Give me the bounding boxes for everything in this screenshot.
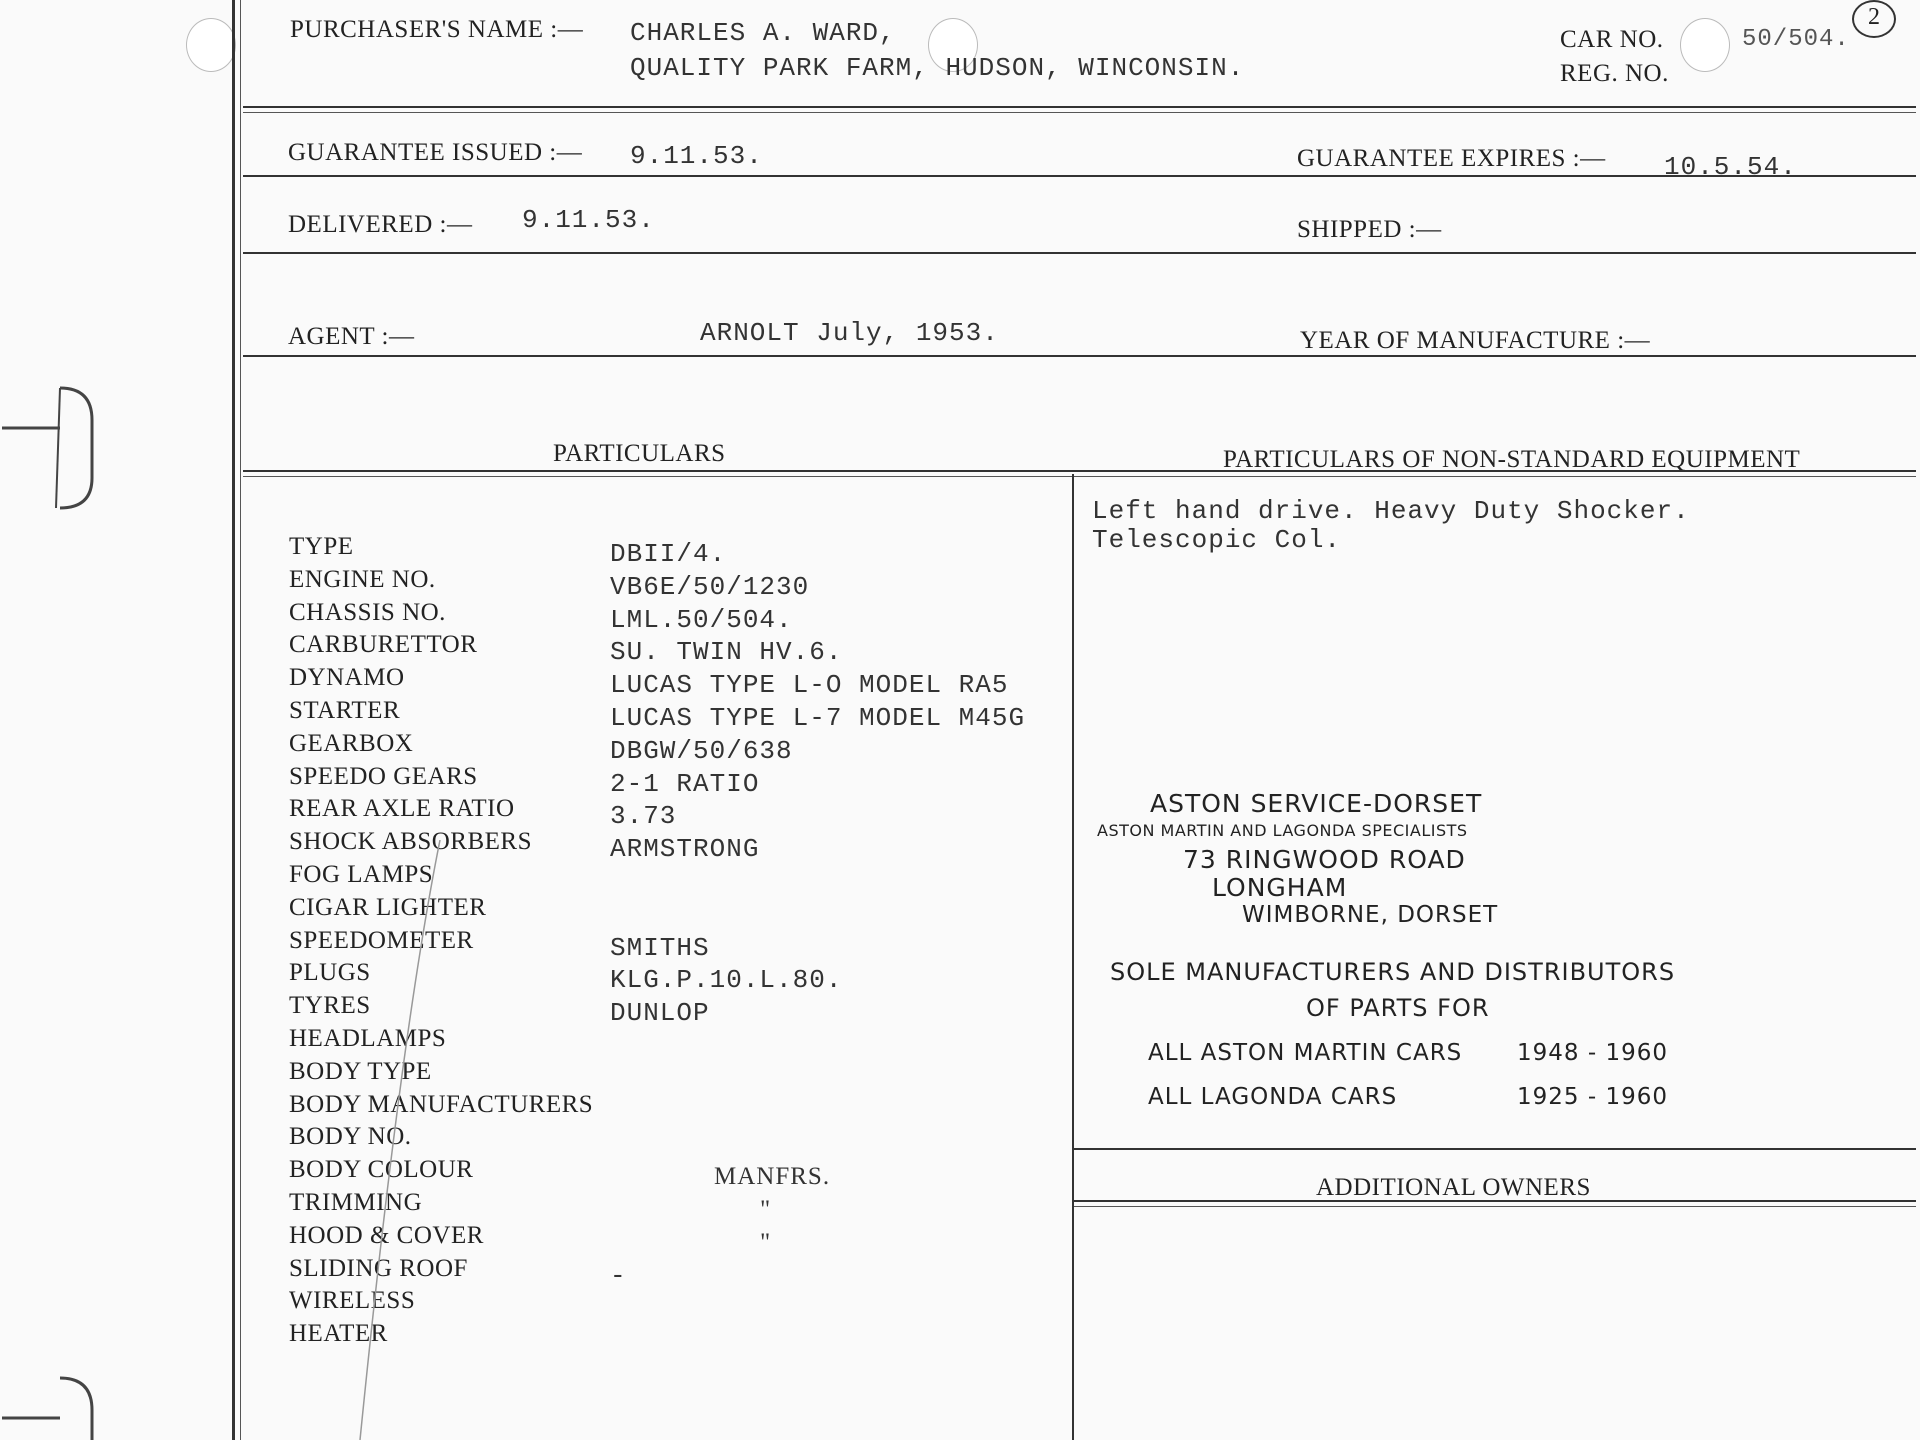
particular-label: SPEEDO GEARS [289, 762, 478, 790]
particular-label: STARTER [289, 696, 401, 724]
particular-value: DBII/4. [610, 539, 727, 569]
particular-label: CHASSIS NO. [289, 598, 446, 626]
binder-clip-icon [0, 1370, 100, 1440]
reg-no-label: REG. NO. [1560, 60, 1669, 87]
page-number: 2 [1852, 0, 1896, 38]
particular-value [610, 1325, 1025, 1358]
particular-label: BODY TYPE [289, 1057, 432, 1085]
particular-value: 3.73 [610, 801, 677, 832]
stamp-street: 73 RINGWOOD ROAD [1183, 845, 1466, 874]
stamp-tagline: ASTON MARTIN AND LAGONDA SPECIALISTS [1097, 821, 1468, 840]
guarantee-issued-label: GUARANTEE ISSUED :— [288, 139, 583, 166]
particular-label: TYPE [289, 533, 354, 560]
particular-label: REAR AXLE RATIO [289, 795, 515, 823]
particular-label: FOG LAMPS [289, 860, 434, 888]
particular-value: SMITHS [610, 932, 710, 963]
particular-value: - [610, 1260, 627, 1291]
binder-hole [186, 18, 236, 72]
particular-value: KLG.P.10.L.80. [610, 965, 843, 996]
particular-value: LML.50/504. [610, 604, 793, 635]
stamp-lagonda-years: 1925 - 1960 [1517, 1084, 1668, 1110]
particular-label: HEADLAMPS [289, 1024, 447, 1052]
stamp-sole-line: OF PARTS FOR [1306, 994, 1490, 1022]
shipped-label: SHIPPED :— [1297, 216, 1442, 243]
additional-owners-heading: ADDITIONAL OWNERS [1316, 1174, 1591, 1201]
year-of-manufacture-label: YEAR OF MANUFACTURE :— [1300, 327, 1651, 354]
column-divider [1072, 474, 1074, 1440]
particular-label: TYRES [289, 992, 371, 1020]
agent-value: ARNOLT July, 1953. [700, 318, 999, 348]
particular-value [610, 899, 1025, 932]
particular-label: ENGINE NO. [289, 565, 436, 593]
particular-value [610, 1096, 1025, 1129]
car-no-value: 50/504. [1742, 26, 1850, 53]
divider [1074, 1200, 1916, 1207]
binder-clip-icon [0, 380, 100, 540]
stamp-sole-line: SOLE MANUFACTURERS AND DISTRIBUTORS [1110, 958, 1676, 986]
guarantee-issued-value: 9.11.53. [630, 141, 763, 171]
particulars-heading: PARTICULARS [553, 440, 726, 467]
guarantee-expires-value: 10.5.54. [1664, 152, 1797, 182]
particular-label: WIRELESS [289, 1287, 416, 1315]
particular-value [610, 1128, 1025, 1161]
particular-value: VB6E/50/1230 [610, 571, 810, 602]
particular-value: " [760, 1195, 772, 1223]
particular-label: BODY NO. [289, 1123, 412, 1151]
particular-label: GEARBOX [289, 729, 414, 757]
margin-rule [232, 0, 235, 1440]
non-standard-line: Left hand drive. Heavy Duty Shocker. [1092, 496, 1690, 526]
particular-label: HOOD & COVER [289, 1221, 484, 1249]
paper-crease [340, 840, 460, 1440]
non-standard-line: Telescopic Col. [1092, 525, 1342, 555]
agent-label: AGENT :— [288, 323, 415, 350]
divider [243, 470, 1916, 477]
purchaser-address: QUALITY PARK FARM, HUDSON, WINCONSIN. [630, 53, 1245, 83]
delivered-label: DELIVERED :— [288, 211, 473, 238]
particular-value: DUNLOP [610, 998, 710, 1029]
particular-label: BODY COLOUR [289, 1156, 474, 1184]
stamp-county: WIMBORNE, DORSET [1242, 902, 1499, 928]
stamp-town: LONGHAM [1212, 873, 1348, 902]
margin-rule [240, 0, 241, 1440]
particular-label: SLIDING ROOF [289, 1254, 468, 1282]
particular-label: PLUGS [289, 959, 371, 987]
particular-value: 2-1 RATIO [610, 768, 760, 799]
car-no-label: CAR NO. [1560, 26, 1664, 53]
particular-value: ARMSTRONG [610, 834, 760, 865]
purchaser-label: PURCHASER'S NAME :— [290, 16, 584, 43]
particular-label: DYNAMO [289, 664, 405, 692]
particular-value: LUCAS TYPE L-7 MODEL M45G [610, 702, 1026, 733]
divider [243, 355, 1916, 357]
particular-label: SHOCK ABSORBERS [289, 828, 532, 856]
particular-value: DBGW/50/638 [610, 735, 793, 766]
particular-label: HEATER [289, 1320, 388, 1348]
divider [243, 175, 1916, 177]
particular-value [610, 866, 1025, 899]
delivered-value: 9.11.53. [522, 205, 655, 235]
divider [243, 106, 1916, 113]
divider [1074, 1148, 1916, 1150]
particular-label: SPEEDOMETER [289, 926, 474, 954]
particular-label: CIGAR LIGHTER [289, 893, 487, 921]
purchaser-name: CHARLES A. WARD, [630, 18, 896, 48]
stamp-aston-label: ALL ASTON MARTIN CARS [1148, 1040, 1463, 1066]
particular-label: BODY MANUFACTURERS [289, 1090, 594, 1118]
particular-value: LUCAS TYPE L-O MODEL RA5 [610, 670, 1009, 701]
binder-hole [1680, 18, 1730, 72]
stamp-name: ASTON SERVICE-DORSET [1150, 789, 1483, 818]
particular-value [610, 1292, 1025, 1325]
non-standard-heading: PARTICULARS OF NON-STANDARD EQUIPMENT [1223, 446, 1801, 473]
particular-label: TRIMMING [289, 1188, 423, 1216]
particular-value [610, 1063, 1025, 1096]
particular-value [610, 1030, 1025, 1063]
particular-value: SU. TWIN HV.6. [610, 637, 843, 668]
stamp-aston-years: 1948 - 1960 [1517, 1040, 1668, 1066]
particular-label: CARBURETTOR [289, 631, 478, 659]
particulars-values [610, 538, 1025, 1358]
particular-value: MANFRS. [714, 1163, 831, 1191]
guarantee-expires-label: GUARANTEE EXPIRES :— [1297, 145, 1606, 172]
particular-value: " [760, 1228, 772, 1256]
stamp-lagonda-label: ALL LAGONDA CARS [1148, 1084, 1398, 1110]
divider [243, 252, 1916, 254]
